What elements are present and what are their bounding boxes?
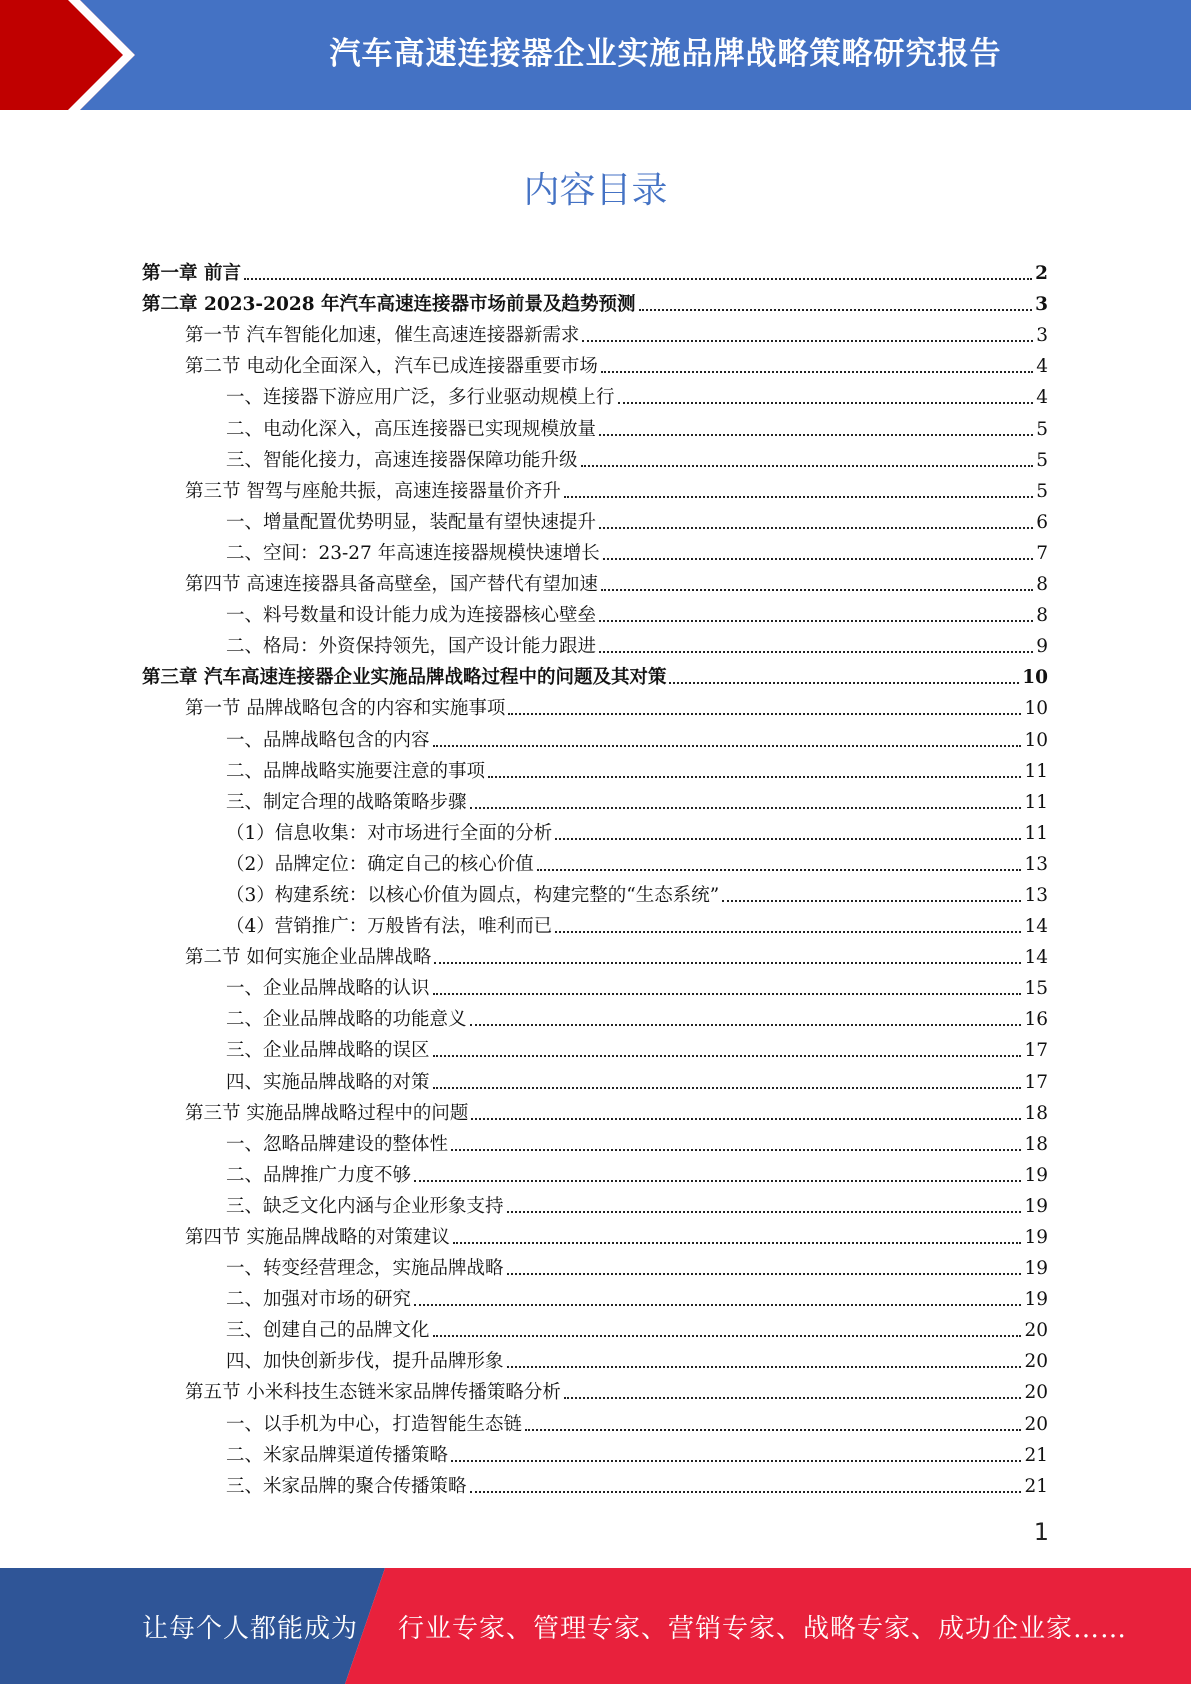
toc-entry-page: 14 [1024, 947, 1048, 969]
toc-entry[interactable] [142, 409, 1048, 440]
toc-entry-page: 3 [1035, 294, 1048, 316]
toc-entry[interactable] [142, 503, 1048, 534]
toc-entry-title: 第四节 实施品牌战略的对策建议 [185, 1227, 450, 1248]
toc-entry-page: 8 [1036, 605, 1048, 627]
toc-dot-leader [525, 1429, 1021, 1431]
toc-entry[interactable] [142, 1125, 1048, 1156]
toc-entry-title: 第五节 小米科技生态链米家品牌传播策略分析 [185, 1382, 561, 1404]
toc-dot-leader [507, 1211, 1022, 1213]
toc-entry[interactable] [142, 1218, 1048, 1249]
toc-dot-leader [722, 900, 1021, 902]
toc-entry-page: 15 [1024, 978, 1048, 1000]
toc-entry[interactable] [142, 1031, 1048, 1062]
toc-entry-title: 三、缺乏文化内涵与企业形象支持 [226, 1195, 504, 1217]
toc-dot-leader [470, 807, 1022, 809]
toc-entry[interactable] [142, 1436, 1048, 1467]
toc-entry[interactable] [142, 658, 1048, 689]
toc-dot-leader [555, 931, 1021, 933]
toc-entry-page: 21 [1024, 1444, 1048, 1466]
toc-entry-title: 一、转变经营理念，实施品牌战略 [226, 1258, 504, 1280]
toc-entry[interactable] [142, 1156, 1048, 1187]
toc-entry-page: 13 [1024, 853, 1048, 875]
toc-entry-title: 四、实施品牌战略的对策 [226, 1071, 430, 1093]
toc-entry-title: 一、忽略品牌建设的整体性 [226, 1133, 449, 1155]
toc-dot-leader [601, 589, 1033, 591]
toc-entry-title: 三、创建自己的品牌文化 [226, 1320, 430, 1342]
toc-dot-leader [564, 496, 1033, 498]
toc-entry-page: 4 [1036, 356, 1048, 378]
toc-entry-title: （2）品牌定位：确定自己的核心价值 [226, 853, 534, 875]
toc-entry[interactable] [142, 596, 1048, 627]
toc-entry-page: 5 [1036, 449, 1048, 471]
toc-entry[interactable] [142, 969, 1048, 1000]
toc-entry-title: 一、品牌战略包含的内容 [226, 729, 430, 751]
toc-dot-leader [508, 713, 1021, 715]
toc-dot-leader [599, 620, 1033, 622]
toc-entry-title: 第一节 品牌战略包含的内容和实施事项 [185, 698, 506, 720]
toc-entry[interactable] [142, 1094, 1048, 1125]
toc-dot-leader [433, 1335, 1022, 1337]
toc-entry-title: 二、米家品牌渠道传播策略 [226, 1444, 449, 1466]
toc-entry[interactable] [142, 1342, 1048, 1373]
toc-entry[interactable] [142, 1467, 1048, 1498]
toc-entry-title: 二、格局：外资保持领先，国产设计能力跟进 [226, 636, 597, 658]
toc-dot-leader [470, 1024, 1022, 1026]
toc-entry-page: 11 [1024, 822, 1048, 844]
header-arrow-decoration [0, 0, 160, 110]
toc-entry[interactable] [142, 752, 1048, 783]
toc-dot-leader [451, 1149, 1021, 1151]
toc-dot-leader [470, 1491, 1022, 1493]
toc-title: 内容目录 [523, 170, 668, 211]
toc-entry-title: 三、智能化接力，高速连接器保障功能升级 [226, 449, 578, 471]
toc-entry[interactable] [142, 720, 1048, 751]
toc-dot-leader [488, 776, 1021, 778]
toc-entry[interactable] [142, 907, 1048, 938]
toc-entry-title: 第二节 如何实施企业品牌战略 [185, 947, 432, 969]
toc-dot-leader [599, 651, 1033, 653]
toc-entry-page: 8 [1036, 574, 1048, 596]
toc-dot-leader [453, 1242, 1022, 1244]
toc-dot-leader [433, 1087, 1022, 1089]
toc-entry-page: 5 [1036, 418, 1048, 440]
toc-entry[interactable] [142, 1062, 1048, 1093]
toc-entry-page: 17 [1024, 1040, 1048, 1062]
toc-dot-leader [669, 682, 1019, 684]
toc-entry-page: 18 [1024, 1133, 1048, 1155]
toc-entry-title: 第三章 汽车高速连接器企业实施品牌战略过程中的问题及其对策 [142, 667, 667, 689]
toc-entry-title: 第二章 2023-2028 年汽车高速连接器市场前景及趋势预测 [142, 294, 636, 316]
toc-entry[interactable] [142, 938, 1048, 969]
footer-banner [0, 1568, 1191, 1684]
toc-entry-page: 7 [1036, 542, 1048, 564]
toc-dot-leader [434, 962, 1021, 964]
toc-entry-page: 19 [1024, 1289, 1048, 1311]
toc-entry-page: 17 [1024, 1071, 1048, 1093]
toc-entry-page: 4 [1036, 387, 1048, 409]
toc-dot-leader [555, 838, 1021, 840]
toc-entry-title: 一、以手机为中心，打造智能生态链 [226, 1413, 523, 1435]
toc-entry[interactable] [142, 1404, 1048, 1435]
toc-entry[interactable] [142, 1187, 1048, 1218]
toc-entry-title: 二、品牌战略实施要注意的事项 [226, 760, 486, 782]
header-banner [0, 0, 1191, 110]
toc-entry-title: （4）营销推广：万般皆有法，唯利而已 [226, 916, 553, 938]
toc-entry-title: 三、米家品牌的聚合传播策略 [226, 1475, 467, 1497]
toc-dot-leader [471, 1118, 1021, 1120]
toc-entry[interactable] [142, 1000, 1048, 1031]
toc-entry-title: 二、企业品牌战略的功能意义 [226, 1009, 467, 1031]
toc-entry[interactable] [142, 876, 1048, 907]
toc-entry-title: 二、空间：23-27 年高速连接器规模快速增长 [226, 542, 600, 564]
toc-entry-title: 二、品牌推广力度不够 [226, 1164, 412, 1186]
toc-entry-title: 一、连接器下游应用广泛，多行业驱动规模上行 [226, 387, 615, 409]
toc-entry[interactable] [142, 347, 1048, 378]
toc-dot-leader [601, 371, 1033, 373]
toc-dot-leader [581, 465, 1034, 467]
toc-entry-title: 四、加快创新步伐，提升品牌形象 [226, 1351, 504, 1373]
toc-entry[interactable] [142, 1373, 1048, 1404]
toc-dot-leader [507, 1366, 1022, 1368]
toc-entry-page: 3 [1036, 325, 1048, 347]
toc-entry[interactable] [142, 783, 1048, 814]
page-number: 1 [1033, 1518, 1049, 1546]
toc-entry[interactable] [142, 1280, 1048, 1311]
toc-entry-page: 19 [1024, 1227, 1048, 1248]
toc-entry-page: 20 [1024, 1413, 1048, 1435]
toc-entry[interactable] [142, 1249, 1048, 1280]
toc-entry-page: 19 [1024, 1195, 1048, 1217]
toc-entry-page: 11 [1024, 791, 1048, 813]
toc-dot-leader [639, 309, 1033, 311]
toc-entry-page: 19 [1024, 1258, 1048, 1280]
toc-entry-page: 18 [1024, 1102, 1048, 1124]
report-title: 汽车高速连接器企业实施品牌战略策略研究报告 [329, 35, 1002, 72]
toc-entry-title: 第四节 高速连接器具备高壁垒，国产替代有望加速 [185, 574, 598, 596]
toc-dot-leader [451, 1460, 1021, 1462]
toc-dot-leader [603, 558, 1034, 560]
table-of-contents [142, 254, 1048, 1498]
toc-entry[interactable] [142, 441, 1048, 472]
toc-entry-title: 一、料号数量和设计能力成为连接器核心壁垒 [226, 605, 597, 627]
toc-dot-leader [537, 869, 1022, 871]
toc-entry-page: 20 [1024, 1382, 1048, 1404]
toc-entry-title: 一、企业品牌战略的认识 [226, 978, 430, 1000]
toc-entry[interactable] [142, 565, 1048, 596]
toc-dot-leader [244, 278, 1032, 280]
toc-entry-page: 11 [1024, 760, 1048, 782]
toc-dot-leader [433, 993, 1022, 995]
toc-entry[interactable] [142, 472, 1048, 503]
toc-dot-leader [582, 340, 1033, 342]
toc-entry-page: 21 [1024, 1475, 1048, 1497]
toc-entry-title: 三、企业品牌战略的误区 [226, 1040, 430, 1062]
toc-entry-title: 第一节 汽车智能化加速，催生高速连接器新需求 [185, 325, 580, 347]
footer-slogan-right: 行业专家、管理专家、营销专家、战略专家、成功企业家…… [398, 1613, 1128, 1644]
toc-entry-page: 20 [1024, 1320, 1048, 1342]
toc-entry-page: 10 [1022, 667, 1048, 689]
toc-entry-title: 二、电动化深入，高压连接器已实现规模放量 [226, 418, 597, 440]
toc-entry[interactable] [142, 285, 1048, 316]
toc-dot-leader [433, 1055, 1022, 1057]
toc-entry-title: 二、加强对市场的研究 [226, 1289, 412, 1311]
footer-slogan-left: 让每个人都能成为 [142, 1613, 359, 1644]
toc-entry-title: 三、制定合理的战略策略步骤 [226, 791, 467, 813]
toc-dot-leader [564, 1397, 1022, 1399]
toc-entry-title: 第三节 实施品牌战略过程中的问题 [185, 1102, 469, 1124]
toc-entry[interactable] [142, 316, 1048, 347]
toc-entry-title: 第三节 智驾与座舱共振，高速连接器量价齐升 [185, 480, 561, 502]
toc-entry-page: 14 [1024, 916, 1048, 938]
toc-entry-title: 第一章 前言 [142, 263, 241, 285]
toc-entry[interactable] [142, 627, 1048, 658]
toc-entry-page: 9 [1036, 636, 1048, 658]
toc-entry[interactable] [142, 534, 1048, 565]
toc-entry[interactable] [142, 378, 1048, 409]
toc-entry-page: 2 [1035, 263, 1048, 285]
toc-entry[interactable] [142, 845, 1048, 876]
toc-dot-leader [433, 745, 1022, 747]
toc-dot-leader [618, 402, 1034, 404]
toc-entry-page: 19 [1024, 1164, 1048, 1186]
toc-entry-title: 第二节 电动化全面深入，汽车已成连接器重要市场 [185, 356, 598, 378]
toc-dot-leader [599, 527, 1033, 529]
toc-entry[interactable] [142, 814, 1048, 845]
toc-entry-page: 20 [1024, 1351, 1048, 1373]
toc-dot-leader [414, 1304, 1021, 1306]
toc-entry-title: （3）构建系统：以核心价值为圆点，构建完整的“生态系统” [226, 884, 720, 906]
toc-entry-title: （1）信息收集：对市场进行全面的分析 [226, 822, 553, 844]
toc-entry[interactable] [142, 1311, 1048, 1342]
toc-dot-leader [599, 434, 1033, 436]
toc-entry-page: 16 [1024, 1009, 1048, 1031]
toc-dot-leader [507, 1273, 1022, 1275]
toc-entry-page: 10 [1024, 729, 1048, 751]
toc-dot-leader [414, 1180, 1021, 1182]
toc-entry-page: 13 [1024, 884, 1048, 906]
toc-entry-title: 一、增量配置优势明显，装配量有望快速提升 [226, 511, 597, 533]
toc-entry[interactable] [142, 689, 1048, 720]
toc-entry-page: 10 [1024, 698, 1048, 720]
toc-entry[interactable] [142, 254, 1048, 285]
toc-entry-page: 6 [1036, 511, 1048, 533]
toc-entry-page: 5 [1036, 480, 1048, 502]
